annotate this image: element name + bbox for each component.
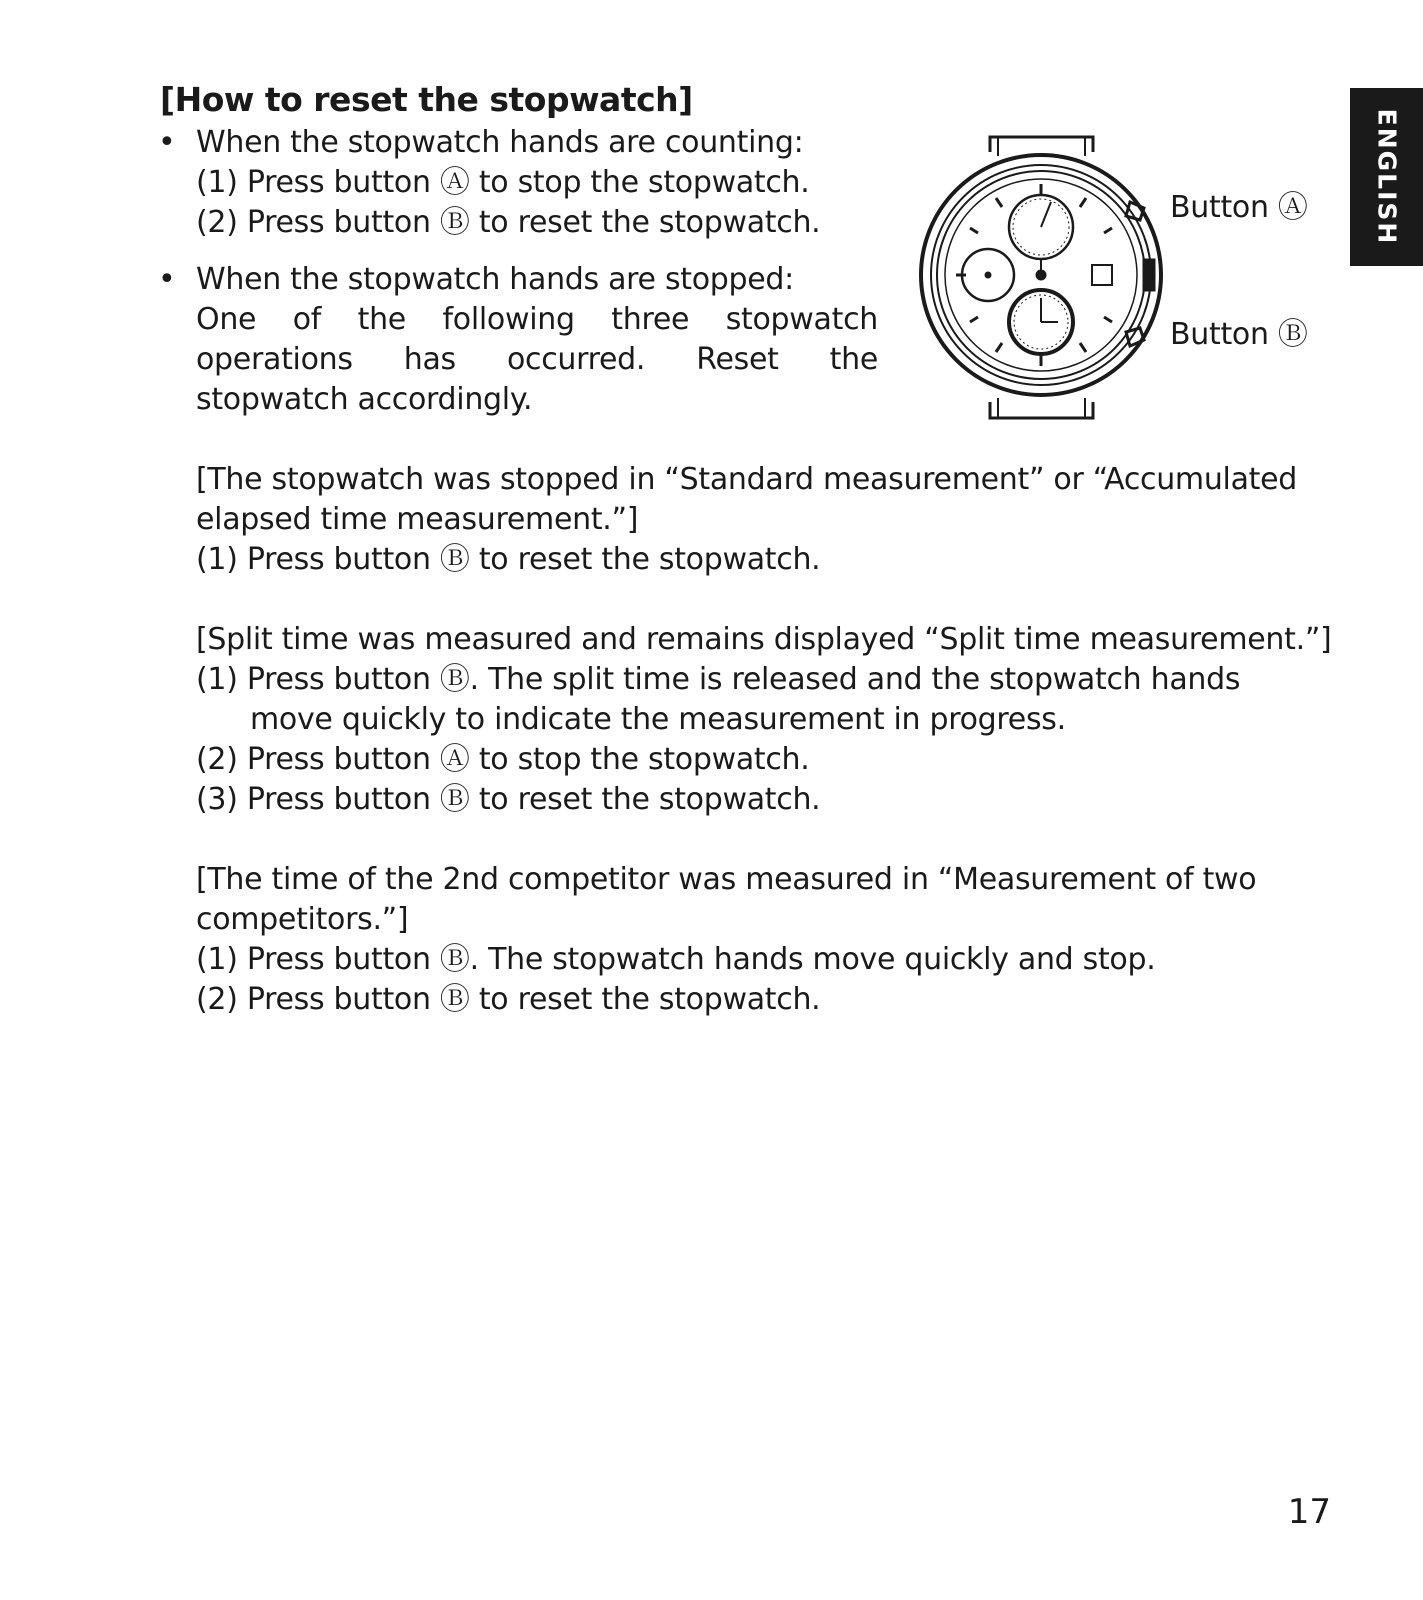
language-tab-label: ENGLISH [1372, 108, 1401, 246]
language-tab [1350, 88, 1423, 266]
stopped-line-1: One of the following three stopwatch [196, 302, 878, 337]
section-title: [How to reset the stopwatch] [160, 80, 693, 119]
bullet-stopped: • [158, 262, 176, 297]
case3-line-1: [The time of the 2nd competitor was measured in “Measurement of two [196, 862, 1257, 897]
button-a-label: Button Ⓐ [1170, 190, 1308, 225]
button-b-label: Button Ⓑ [1170, 317, 1308, 352]
case1-line-1: [The stopwatch was stopped in “Standard measurement” or “Accumulated [196, 462, 1298, 497]
case3-step-2: (2) Press button Ⓑ to reset the stopwatch. [196, 982, 821, 1017]
case2-line-1: [Split time was measured and remains displayed “Split time measurement.”] [196, 622, 1332, 657]
case3-line-2: competitors.”] [196, 902, 409, 937]
stopped-line-3: stopwatch accordingly. [196, 382, 533, 417]
case2-step-2: (2) Press button Ⓐ to stop the stopwatch. [196, 742, 810, 777]
stopped-heading: When the stopwatch hands are stopped: [196, 262, 794, 297]
counting-step-2: (2) Press button Ⓑ to reset the stopwatch. [196, 205, 821, 240]
counting-step-1: (1) Press button Ⓐ to stop the stopwatch. [196, 165, 810, 200]
counting-heading: When the stopwatch hands are counting: [196, 125, 804, 160]
case2-step-1-cont: move quickly to indicate the measurement in progress. [250, 702, 1066, 737]
case2-step-1: (1) Press button Ⓑ. The split time is released and the stopwatch hands [196, 662, 1241, 697]
case1-step-1: (1) Press button Ⓑ to reset the stopwatch. [196, 542, 821, 577]
page-number: 17 [1287, 1492, 1331, 1532]
stopped-line-2: operations has occurred. Reset the [196, 342, 878, 377]
case3-step-1: (1) Press button Ⓑ. The stopwatch hands move quickly and stop. [196, 942, 1156, 977]
case1-line-2: elapsed time measurement.”] [196, 502, 639, 537]
bullet-counting: • [158, 125, 176, 160]
chronograph-watch-icon [918, 132, 1178, 422]
case2-step-3: (3) Press button Ⓑ to reset the stopwatch. [196, 782, 821, 817]
